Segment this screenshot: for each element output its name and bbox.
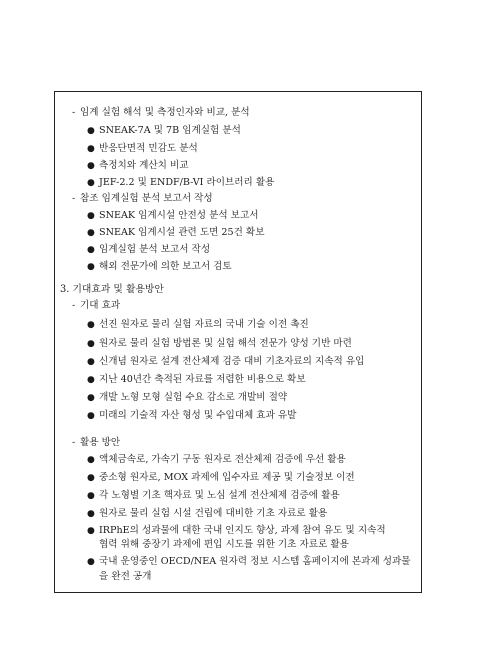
list-item: 원자로 물리 실험 방법론 및 실험 해석 전문가 양성 기반 마련 — [99, 338, 352, 349]
list-item: SNEAK 임계시설 안전성 분석 보고서 — [99, 210, 259, 221]
subsection-title-usage: 활용 방안 — [80, 437, 121, 448]
subsection-title-effects: 기대 효과 — [80, 300, 121, 311]
bullet-icon: ● — [87, 320, 95, 330]
bullet-icon: ● — [87, 161, 95, 171]
dash-marker: - — [72, 300, 76, 311]
bullet-icon: ● — [87, 228, 95, 238]
list-item: 액체금속로, 가속기 구동 원자로 전산체제 검증에 우선 활용 — [99, 454, 346, 465]
list-item-continuation: 협력 위해 중장기 과제에 편입 시도를 위한 기초 자료로 활용 — [99, 539, 349, 550]
list-item: SNEAK-7A 및 7B 임계실험 분석 — [99, 125, 241, 136]
bullet-icon: ● — [87, 126, 95, 136]
list-item: 해외 전문가에 의한 보고서 검토 — [99, 261, 232, 272]
bullet-icon: ● — [87, 455, 95, 465]
subsection-title-report: 참조 임계실험 분석 보고서 작성 — [80, 193, 213, 204]
list-item: 임계실험 분석 보고서 작성 — [99, 244, 211, 255]
dash-marker: - — [72, 437, 76, 448]
list-item: 측정치와 계산치 비교 — [99, 160, 189, 171]
list-item: 반응단면적 민감도 분석 — [99, 143, 198, 154]
dash-marker: - — [72, 107, 76, 118]
list-item: 원자로 물리 실험 시설 건립에 대비한 기초 자료로 활용 — [99, 508, 328, 519]
list-item: 국내 운영중인 OECD/NEA 원자력 정보 시스템 홈페이지에 본과제 성과물 — [99, 556, 411, 567]
bullet-icon: ● — [87, 245, 95, 255]
list-item: 미래의 기술적 자산 형성 및 수입대체 효과 유발 — [99, 410, 297, 421]
list-item: 지난 40년간 축적된 자료를 저렴한 비용으로 확보 — [99, 374, 306, 385]
list-item: SNEAK 임계시설 관련 도면 25건 확보 — [99, 227, 265, 238]
list-item: 중소형 원자로, MOX 과제에 입수자료 제공 및 기술정보 이전 — [99, 472, 355, 483]
bullet-icon: ● — [87, 411, 95, 421]
bullet-icon: ● — [87, 178, 95, 188]
bullet-icon: ● — [87, 211, 95, 221]
list-item-continuation: 을 완전 공개 — [99, 571, 152, 582]
list-item: 개발 노형 모형 실험 수요 감소로 개발비 절약 — [99, 392, 288, 403]
bullet-icon: ● — [87, 526, 95, 536]
subsection-title-analysis: 임계 실험 해석 및 측정인자와 비교, 분석 — [80, 107, 250, 118]
bullet-icon: ● — [87, 393, 95, 403]
bullet-icon: ● — [87, 473, 95, 483]
dash-marker: - — [72, 193, 76, 204]
list-item: 각 노형별 기초 핵자료 및 노심 설계 전산체제 검증에 활용 — [99, 490, 340, 501]
bullet-icon: ● — [87, 375, 95, 385]
bullet-icon: ● — [87, 144, 95, 154]
list-item: JEF-2.2 및 ENDF/B-VI 라이브러리 활용 — [99, 177, 275, 188]
bullet-icon: ● — [87, 557, 95, 567]
list-item: 선진 원자로 물리 실험 자료의 국내 기술 이전 촉진 — [99, 319, 309, 330]
list-item: IRPhE의 성과물에 대한 국내 인지도 향상, 과제 참여 유도 및 지속적 — [99, 525, 386, 536]
bullet-icon: ● — [87, 509, 95, 519]
bullet-icon: ● — [87, 491, 95, 501]
bullet-icon: ● — [87, 357, 95, 367]
bullet-icon: ● — [87, 339, 95, 349]
bullet-icon: ● — [87, 262, 95, 272]
list-item: 신개념 원자로 설계 전산체제 검증 대비 기초자료의 지속적 유입 — [99, 356, 365, 367]
section-heading: 3. 기대효과 및 활용방안 — [60, 284, 164, 295]
